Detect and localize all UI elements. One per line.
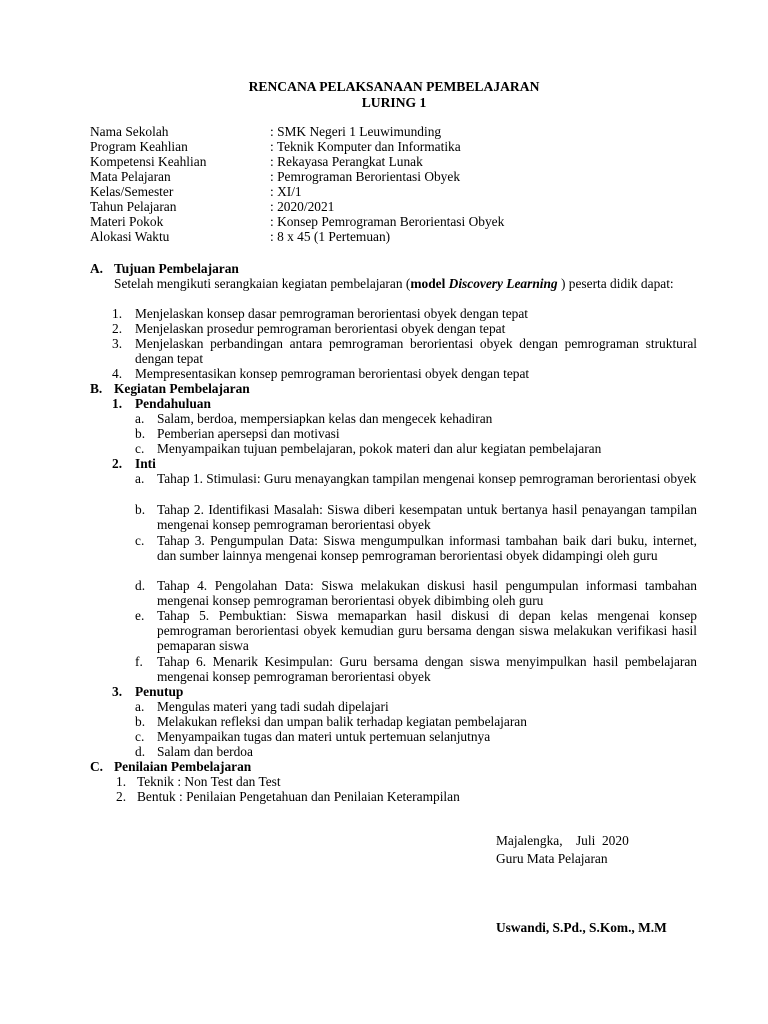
list-item: Salam, berdoa, mempersiapkan kelas dan mengecek kehadiran — [157, 411, 493, 426]
identity-value: : Teknik Komputer dan Informatika — [270, 139, 461, 154]
list-letter: e. — [135, 608, 145, 623]
subsection-title: Penutup — [135, 684, 184, 699]
list-letter: b. — [135, 426, 146, 441]
section-letter: A. — [90, 261, 104, 276]
identity-label: Mata Pelajaran — [90, 169, 171, 184]
identity-label: Materi Pokok — [90, 214, 164, 229]
list-letter: a. — [135, 411, 145, 426]
list-number: 4. — [112, 366, 123, 381]
identity-value: : 2020/2021 — [270, 199, 335, 214]
identity-label: Kompetensi Keahlian — [90, 154, 207, 169]
list-item: Tahap 3. Pengumpulan Data: Siswa mengumpulkan informasi tambahan baik dari buku, internet, dan sumber lainnya mengenai konsep pemrograman berorientasi obyek didampingi oleh guru — [157, 533, 697, 563]
section-title: Penilaian Pembelajaran — [114, 759, 252, 774]
list-letter: d. — [135, 578, 146, 593]
subsection-title: Inti — [135, 456, 156, 471]
list-number: 1. — [116, 774, 127, 789]
list-item: Pemberian apersepsi dan motivasi — [157, 426, 340, 441]
list-number: 1. — [112, 306, 123, 321]
list-number: 3. — [112, 336, 123, 351]
identity-value: : Konsep Pemrograman Berorientasi Obyek — [270, 214, 505, 229]
list-item: Menjelaskan konsep dasar pemrograman berorientasi obyek dengan tepat — [135, 306, 529, 321]
identity-label: Nama Sekolah — [90, 124, 169, 139]
identity-value: : Rekayasa Perangkat Lunak — [270, 154, 423, 169]
list-item: Menjelaskan prosedur pemrograman berorientasi obyek dengan tepat — [135, 321, 506, 336]
signature-name: Uswandi, S.Pd., S.Kom., M.M — [496, 920, 667, 935]
identity-label: Program Keahlian — [90, 139, 188, 154]
list-number: 2. — [116, 789, 127, 804]
document-title: RENCANA PELAKSANAAN PEMBELAJARAN — [248, 79, 540, 94]
list-letter: d. — [135, 744, 146, 759]
list-item: Mengulas materi yang tadi sudah dipelajari — [157, 699, 389, 714]
list-number: 2. — [112, 321, 123, 336]
list-letter: a. — [135, 471, 145, 486]
list-item: Melakukan refleksi dan umpan balik terhadap kegiatan pembelajaran — [157, 714, 527, 729]
subsection-title: Pendahuluan — [135, 396, 211, 411]
subsection-number: 1. — [112, 396, 123, 411]
list-item: Menjelaskan perbandingan antara pemrograman berorientasi obyek dengan pemrograman struktural dengan tepat — [135, 336, 697, 366]
list-item: Tahap 2. Identifikasi Masalah: Siswa diberi kesempatan untuk bertanya hasil penayangan tampilan mengenai konsep pemrograman berorientasi obyek — [157, 502, 697, 532]
list-letter: c. — [135, 729, 145, 744]
list-item: Menyampaikan tujuan pembelajaran, pokok materi dan alur kegiatan pembelajaran — [157, 441, 602, 456]
section-title: Tujuan Pembelajaran — [114, 261, 239, 276]
list-letter: b. — [135, 714, 146, 729]
list-letter: f. — [135, 654, 143, 669]
identity-label: Tahun Pelajaran — [90, 199, 177, 214]
identity-value: : 8 x 45 (1 Pertemuan) — [270, 229, 391, 244]
list-item: Teknik : Non Test dan Test — [137, 774, 281, 789]
identity-label: Kelas/Semester — [90, 184, 174, 199]
signature-place-date: Majalengka, Juli 2020 — [496, 833, 629, 848]
list-item: Menyampaikan tugas dan materi untuk pertemuan selanjutnya — [157, 729, 491, 744]
section-a-intro: Setelah mengikuti serangkaian kegiatan pembelajaran (model Discovery Learning ) peserta didik dapat: — [114, 276, 674, 291]
list-item: Mempresentasikan konsep pemrograman berorientasi obyek dengan tepat — [135, 366, 530, 381]
list-item: Salam dan berdoa — [157, 744, 253, 759]
document-subtitle: LURING 1 — [361, 95, 427, 110]
list-letter: c. — [135, 533, 145, 548]
list-item: Tahap 5. Pembuktian: Siswa memaparkan hasil diskusi di depan kelas mengenai konsep pemrograman berorientasi obyek kemudian guru bersama dengan siswa melakukan verifikasi hasil pemaparan siswa — [157, 608, 697, 653]
identity-label: Alokasi Waktu — [90, 229, 170, 244]
subsection-number: 2. — [112, 456, 123, 471]
list-letter: b. — [135, 502, 146, 517]
list-item: Bentuk : Penilaian Pengetahuan dan Penilaian Keterampilan — [137, 789, 460, 804]
identity-value: : Pemrograman Berorientasi Obyek — [270, 169, 461, 184]
section-letter: B. — [90, 381, 103, 396]
subsection-number: 3. — [112, 684, 123, 699]
list-letter: a. — [135, 699, 145, 714]
section-title: Kegiatan Pembelajaran — [114, 381, 250, 396]
identity-value: : SMK Negeri 1 Leuwimunding — [270, 124, 442, 139]
list-item: Tahap 6. Menarik Kesimpulan: Guru bersama dengan siswa menyimpulkan hasil pembelajaran mengenai konsep pemrograman berorientasi obyek — [157, 654, 697, 684]
list-item: Tahap 4. Pengolahan Data: Siswa melakukan diskusi hasil pengumpulan informasi tambahan mengenai konsep pemrograman berorientasi obyek dibimbing oleh guru — [157, 578, 697, 608]
list-letter: c. — [135, 441, 145, 456]
identity-value: : XI/1 — [270, 184, 302, 199]
signature-role: Guru Mata Pelajaran — [496, 851, 608, 866]
list-item: Tahap 1. Stimulasi: Guru menayangkan tampilan mengenai konsep pemrograman berorientasi obyek — [157, 471, 697, 486]
section-letter: C. — [90, 759, 104, 774]
